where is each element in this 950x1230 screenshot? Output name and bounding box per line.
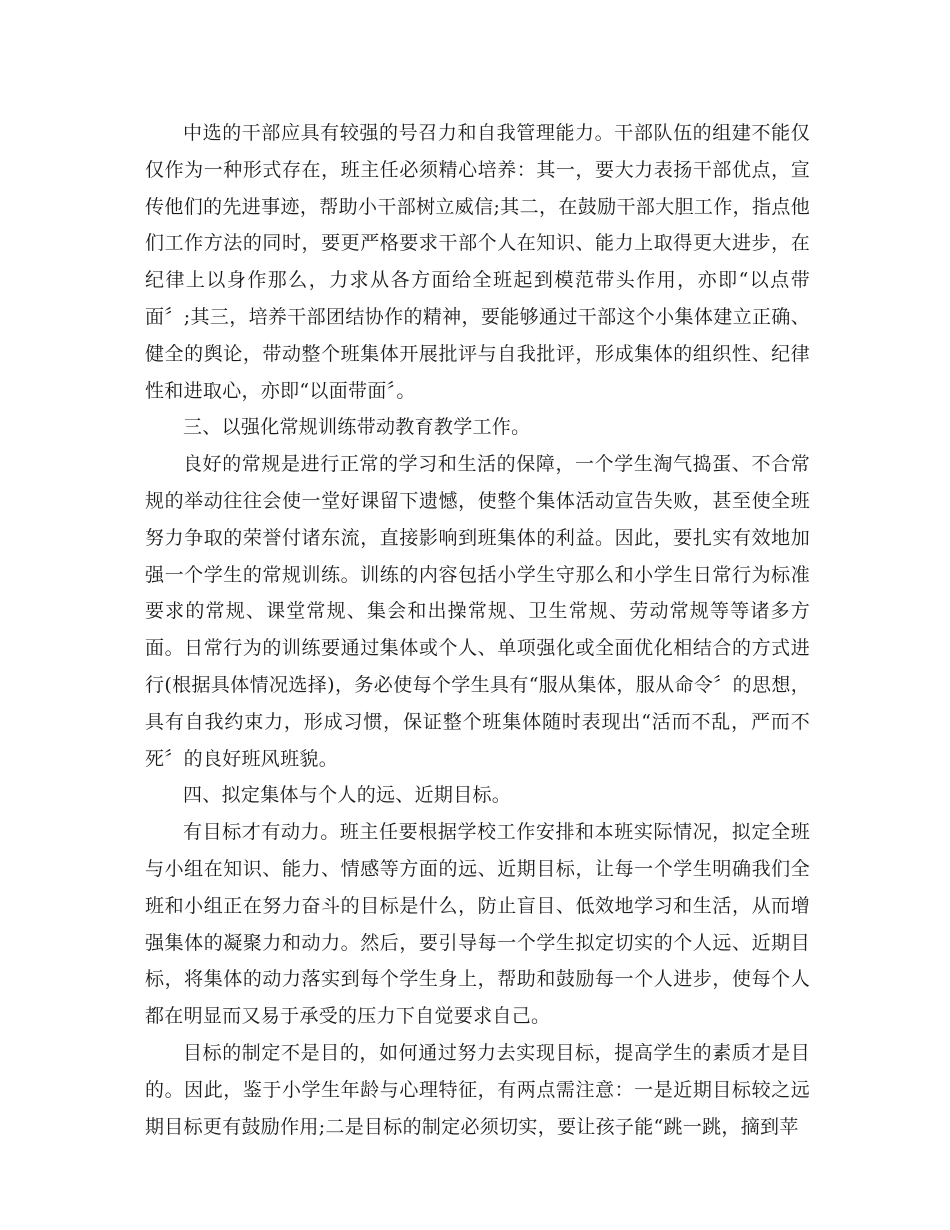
paragraph-routine-training: 良好的常规是进行正常的学习和生活的保障，一个学生淘气捣蛋、不合常规的举动往往会使一堂好课留下遗憾，使整个集体活动宣告失败，甚至使全班努力争取的荣誉付诸东流，直接影响到班集体的利益。因此，要扎实有效地加强一个学生的常规训练。训练的内容包括小学生守那么和小学生日常行为标准要求的常规、课堂常规、集会和出操常规、卫生常规、劳动常规等等诸多方面。日常行为的训练要通过集体或个人、单项强化或全面优化相结合的方式进行(根据具体情况选择)，务必使每个学生具有“服从集体，服从命令〞的思想，具有自我约束力，形成习惯，保证整个班集体随时表现出“活而不乱，严而不死〞的良好班风班貌。: [145, 453, 810, 770]
paragraph-cadre-training: 中选的干部应具有较强的号召力和自我管理能力。干部队伍的组建不能仅仅作为一种形式存在，班主任必须精心培养：其一，要大力表扬干部优点，宣传他们的先进事迹，帮助小干部树立威信;其二，在鼓励干部大胆工作，指点他们工作方法的同时，要更严格要求干部个人在知识、能力上取得更大进步，在纪律上以身作那么，力求从各方面给全班起到模范带头作用，亦即“以点带面〞;其三，培养干部团结协作的精神，要能够通过干部这个小集体建立正确、健全的舆论，带动整个班集体开展批评与自我批评，形成集体的组织性、纪律性和进取心，亦即“以面带面〞。: [145, 122, 810, 402]
document-body: [145, 115, 810, 1145]
paragraph-goal-setting: 目标的制定不是目的，如何通过努力去实现目标，提高学生的素质才是目的。因此，鉴于小学生年龄与心理特征，有两点需注意：一是近期目标较之远期目标更有鼓励作用;二是目标的制定必须切实，要让孩子能“跳一跳，摘到苹: [145, 1041, 810, 1138]
section-heading-routine-training: 三、以强化常规训练带动教育教学工作。: [183, 416, 531, 439]
section-heading-goals: 四、拟定集体与个人的远、近期目标。: [183, 784, 512, 807]
paragraph-goals: 有目标才有动力。班主任要根据学校工作安排和本班实际情况，拟定全班与小组在知识、能力、情感等方面的远、近期目标，让每一个学生明确我们全班和小组正在努力奋斗的目标是什么，防止盲目、低效地学习和生活，从而增强集体的凝聚力和动力。然后，要引导每一个学生拟定切实的个人远、近期目标，将集体的动力落实到每个学生身上，帮助和鼓励每一个人进步，使每个人都在明显而又易于承受的压力下自觉要求自己。: [145, 821, 810, 1028]
